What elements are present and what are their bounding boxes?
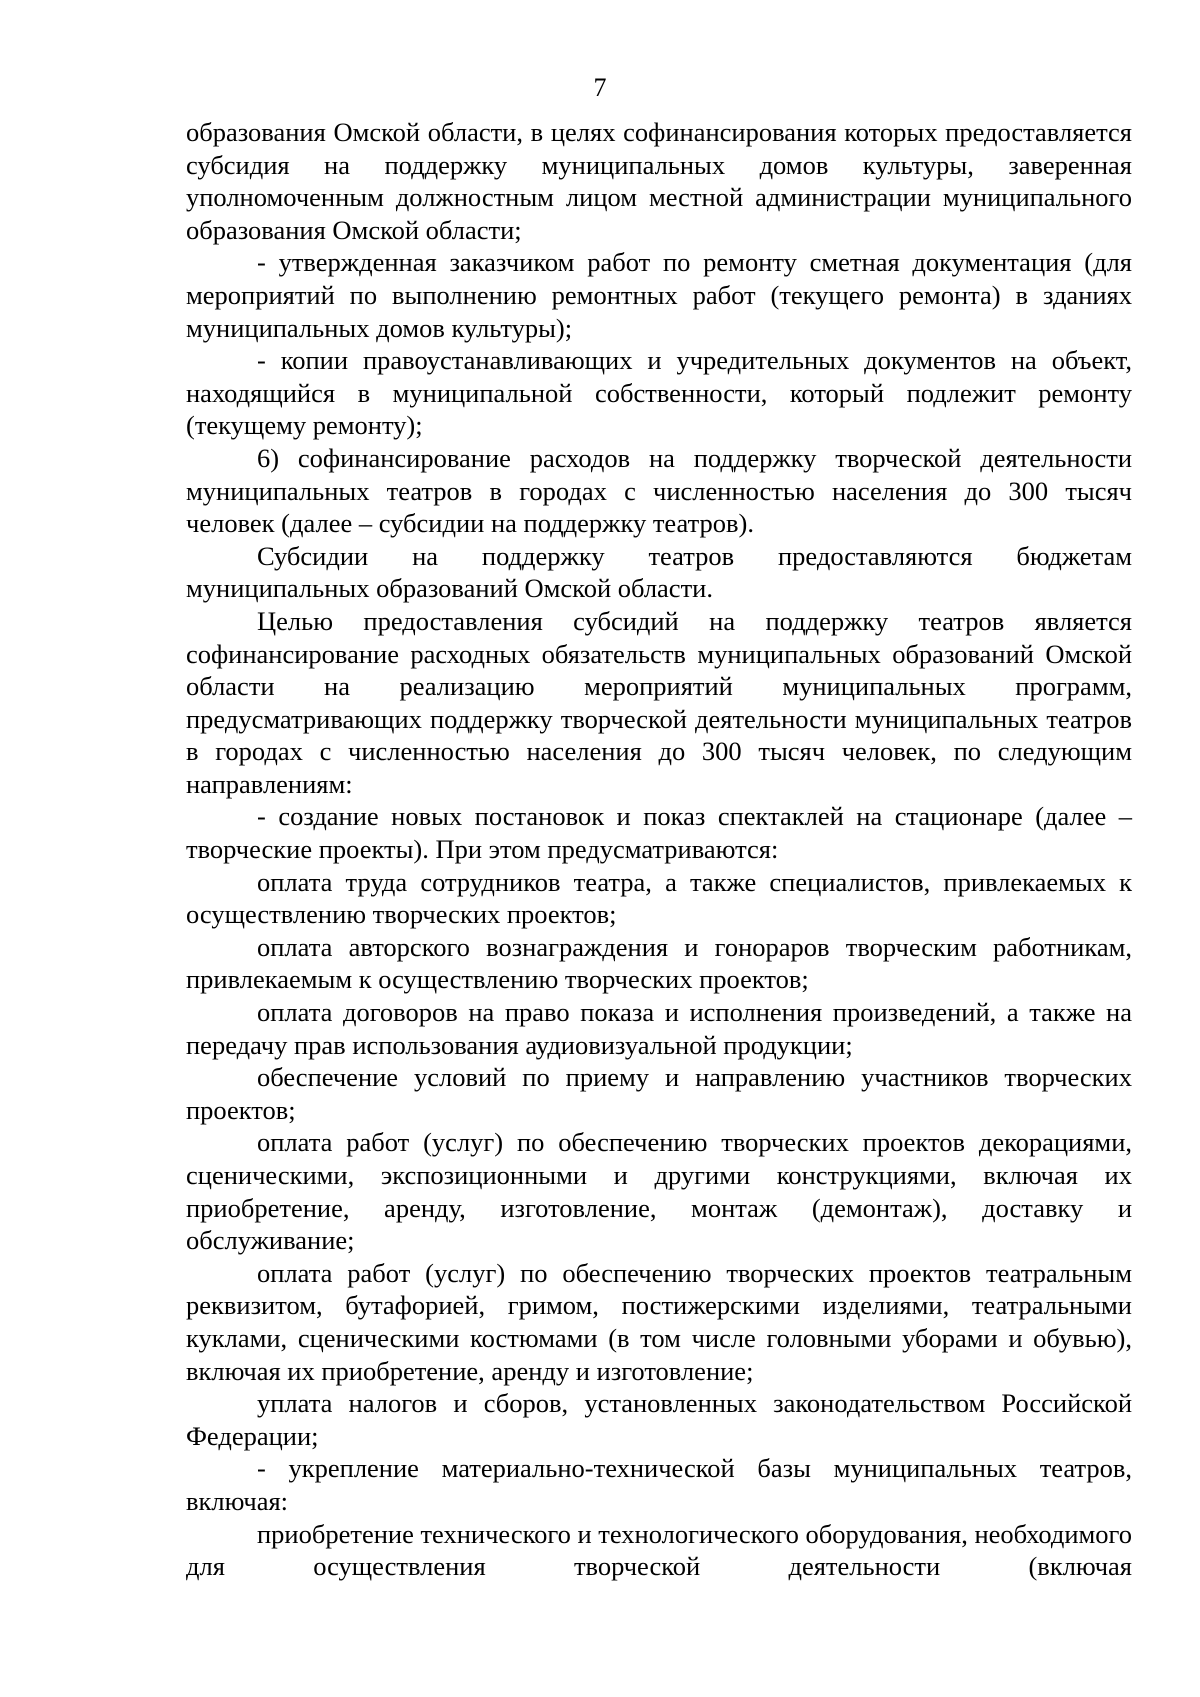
paragraph-continuation: образования Омской области, в целях софинансирования которых предоставляется субсидия на поддержку муниципальных домов культуры, заверенная уполномоченным должностным лицом местной администрации муниципального образования Омской области; <box>186 117 1132 245</box>
paragraph-new-productions: - создание новых постановок и показ спектаклей на стационаре (далее – творческие проекты). При этом предусматриваются: <box>186 801 1132 865</box>
paragraph-title-documents: - копии правоустанавливающих и учредительных документов на объект, находящийся в муниципальной собственности, который подлежит ремонту (текущему ремонту); <box>186 345 1132 441</box>
paragraph-staff-payment: оплата труда сотрудников театра, а также специалистов, привлекаемых к осуществлению творческих проектов; <box>186 866 1132 930</box>
paragraph-estimate-documentation: - утвержденная заказчиком работ по ремонту сметная документация (для мероприятий по выполнению ремонтных работ (текущего ремонта) в зданиях муниципальных домов культуры); <box>186 247 1132 343</box>
paragraph-subsidy-purpose: Целью предоставления субсидий на поддержку театров является софинансирование расходных обязательств муниципальных образований Омской области на реализацию мероприятий муниципальных программ, предусматривающих поддержку творческой деятельности муниципальных театров в городах с численностью населения до 300 тысяч человек, по следующим направлениям: <box>186 605 1132 799</box>
paragraph-taxes: уплата налогов и сборов, установленных законодательством Российской Федерации; <box>186 1388 1132 1451</box>
paragraph-props-costumes: оплата работ (услуг) по обеспечению творческих проектов театральным реквизитом, бутафорией, гримом, постижерскими изделиями, театральными куклами, сценическими костюмами (в том числе головными уборами и обувью), включая их приобретение, аренду и изготовление; <box>186 1257 1132 1386</box>
paragraph-author-fees: оплата авторского вознаграждения и гонораров творческим работникам, привлекаемым к осуществлению творческих проектов; <box>186 931 1132 995</box>
paragraph-subsidies-budgets: Субсидии на поддержку театров предоставляются бюджетам муниципальных образований Омской области. <box>186 540 1132 604</box>
paragraph-participants-conditions: обеспечение условий по приему и направлению участников творческих проектов; <box>186 1062 1132 1125</box>
paragraph-equipment: приобретение технического и технологического оборудования, необходимого для осуществления творческой деятельности (включая <box>186 1518 1132 1582</box>
page-number: 7 <box>593 73 607 102</box>
paragraph-scenery: оплата работ (услуг) по обеспечению творческих проектов декорациями, сценическими, экспозиционными и другими конструкциями, включая их приобретение, аренду, изготовление, монтаж (демонтаж), доставку и обслуживание; <box>186 1127 1132 1256</box>
paragraph-material-base: - укрепление материально-технической базы муниципальных театров, включая: <box>186 1453 1132 1516</box>
paragraph-rights-contracts: оплата договоров на право показа и исполнения произведений, а также на передачу прав использования аудиовизуальной продукции; <box>186 997 1132 1060</box>
document-body <box>186 116 1132 1583</box>
paragraph-item-6: 6) софинансирование расходов на поддержку творческой деятельности муниципальных театров в городах с численностью населения до 300 тысяч человек (далее – субсидии на поддержку театров). <box>186 442 1132 539</box>
